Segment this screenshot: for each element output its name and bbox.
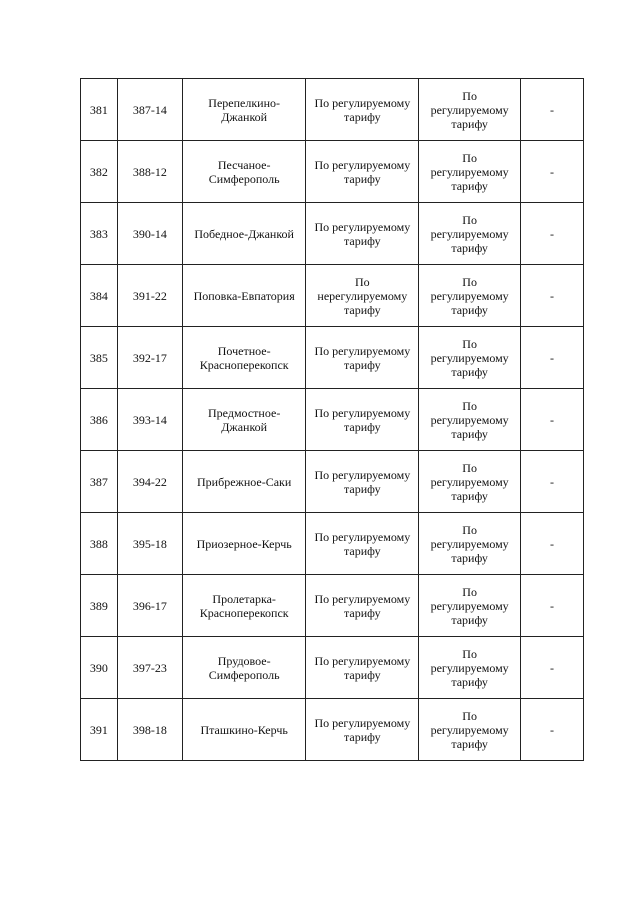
note-cell: - bbox=[521, 141, 584, 203]
carrier-tariff-cell: По регулируемому тарифу bbox=[419, 327, 521, 389]
table-row bbox=[81, 203, 584, 265]
row-number-cell: 387 bbox=[81, 451, 118, 513]
table-row bbox=[81, 389, 584, 451]
row-number-cell: 381 bbox=[81, 79, 118, 141]
table-row bbox=[81, 327, 584, 389]
route-name-cell: Почетное- Красноперекопск bbox=[182, 327, 306, 389]
route-code-cell: 392-17 bbox=[117, 327, 182, 389]
table-row bbox=[81, 575, 584, 637]
tariff-type-cell: По регулируемому тарифу bbox=[306, 451, 419, 513]
row-number-cell: 385 bbox=[81, 327, 118, 389]
note-cell: - bbox=[521, 79, 584, 141]
table-row bbox=[81, 699, 584, 761]
tariff-type-cell: По нерегулируемому тарифу bbox=[306, 265, 419, 327]
carrier-tariff-cell: По регулируемому тарифу bbox=[419, 513, 521, 575]
route-name-cell: Приозерное-Керчь bbox=[182, 513, 306, 575]
tariff-type-cell: По регулируемому тарифу bbox=[306, 389, 419, 451]
table-row bbox=[81, 79, 584, 141]
note-cell: - bbox=[521, 265, 584, 327]
tariff-type-cell: По регулируемому тарифу bbox=[306, 699, 419, 761]
tariff-type-cell: По регулируемому тарифу bbox=[306, 203, 419, 265]
route-code-cell: 395-18 bbox=[117, 513, 182, 575]
tariff-type-cell: По регулируемому тарифу bbox=[306, 79, 419, 141]
route-name-cell: Пролетарка- Красноперекопск bbox=[182, 575, 306, 637]
carrier-tariff-cell: По регулируемому тарифу bbox=[419, 451, 521, 513]
note-cell: - bbox=[521, 389, 584, 451]
carrier-tariff-cell: По регулируемому тарифу bbox=[419, 575, 521, 637]
route-code-cell: 397-23 bbox=[117, 637, 182, 699]
note-cell: - bbox=[521, 203, 584, 265]
note-cell: - bbox=[521, 637, 584, 699]
route-name-cell: Предмостное- Джанкой bbox=[182, 389, 306, 451]
route-code-cell: 396-17 bbox=[117, 575, 182, 637]
route-code-cell: 388-12 bbox=[117, 141, 182, 203]
note-cell: - bbox=[521, 513, 584, 575]
table-row bbox=[81, 265, 584, 327]
table-row bbox=[81, 637, 584, 699]
route-name-cell: Прудовое- Симферополь bbox=[182, 637, 306, 699]
tariff-type-cell: По регулируемому тарифу bbox=[306, 327, 419, 389]
row-number-cell: 384 bbox=[81, 265, 118, 327]
carrier-tariff-cell: По регулируемому тарифу bbox=[419, 699, 521, 761]
row-number-cell: 386 bbox=[81, 389, 118, 451]
route-code-cell: 393-14 bbox=[117, 389, 182, 451]
note-cell: - bbox=[521, 327, 584, 389]
table-row bbox=[81, 141, 584, 203]
route-code-cell: 387-14 bbox=[117, 79, 182, 141]
route-code-cell: 390-14 bbox=[117, 203, 182, 265]
route-name-cell: Пташкино-Керчь bbox=[182, 699, 306, 761]
note-cell: - bbox=[521, 575, 584, 637]
route-code-cell: 394-22 bbox=[117, 451, 182, 513]
row-number-cell: 390 bbox=[81, 637, 118, 699]
tariff-type-cell: По регулируемому тарифу bbox=[306, 141, 419, 203]
carrier-tariff-cell: По регулируемому тарифу bbox=[419, 79, 521, 141]
routes-table bbox=[80, 78, 584, 761]
route-name-cell: Перепелкино- Джанкой bbox=[182, 79, 306, 141]
route-code-cell: 398-18 bbox=[117, 699, 182, 761]
note-cell: - bbox=[521, 699, 584, 761]
tariff-type-cell: По регулируемому тарифу bbox=[306, 637, 419, 699]
route-name-cell: Прибрежное-Саки bbox=[182, 451, 306, 513]
carrier-tariff-cell: По регулируемому тарифу bbox=[419, 203, 521, 265]
table-row bbox=[81, 513, 584, 575]
carrier-tariff-cell: По регулируемому тарифу bbox=[419, 141, 521, 203]
route-name-cell: Победное-Джанкой bbox=[182, 203, 306, 265]
route-name-cell: Поповка-Евпатория bbox=[182, 265, 306, 327]
route-name-cell: Песчаное- Симферополь bbox=[182, 141, 306, 203]
carrier-tariff-cell: По регулируемому тарифу bbox=[419, 637, 521, 699]
row-number-cell: 382 bbox=[81, 141, 118, 203]
routes-table-body bbox=[81, 79, 584, 761]
carrier-tariff-cell: По регулируемому тарифу bbox=[419, 389, 521, 451]
row-number-cell: 383 bbox=[81, 203, 118, 265]
row-number-cell: 391 bbox=[81, 699, 118, 761]
tariff-type-cell: По регулируемому тарифу bbox=[306, 575, 419, 637]
tariff-type-cell: По регулируемому тарифу bbox=[306, 513, 419, 575]
row-number-cell: 389 bbox=[81, 575, 118, 637]
row-number-cell: 388 bbox=[81, 513, 118, 575]
table-row bbox=[81, 451, 584, 513]
note-cell: - bbox=[521, 451, 584, 513]
carrier-tariff-cell: По регулируемому тарифу bbox=[419, 265, 521, 327]
route-code-cell: 391-22 bbox=[117, 265, 182, 327]
